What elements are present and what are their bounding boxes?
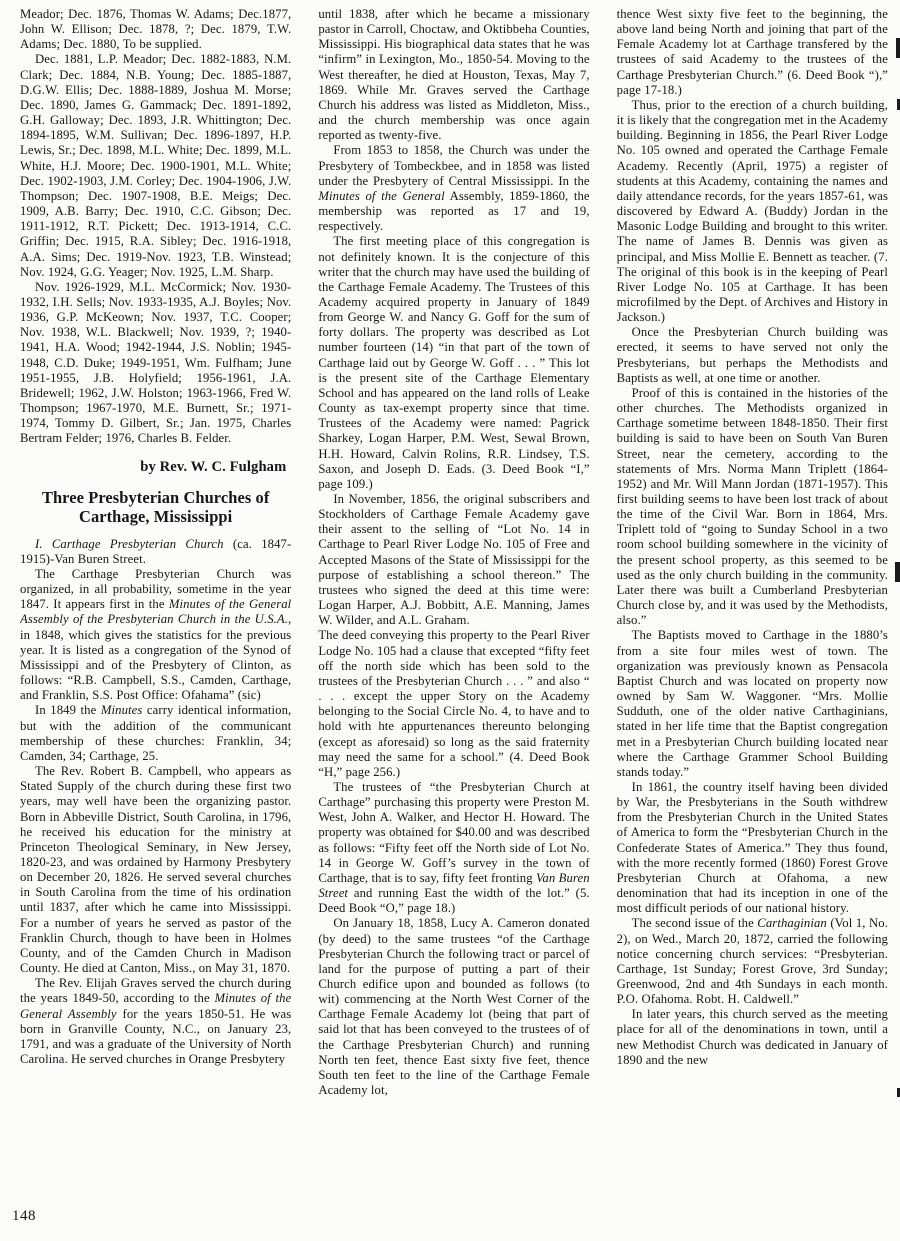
scan-artifact [896, 38, 900, 58]
column-right [617, 7, 888, 1215]
article-byline: by Rev. W. C. Fulgham [140, 458, 287, 475]
column-left [20, 7, 291, 1215]
paragraph: until 1838, after which he became a missionary pastor in Carroll, Choctaw, and Oktibbeha Counties, Mississippi. His biographical data states that he was “infirm” in Lexington, Mo., 1850-54. Moving to the West thereafter, he died at Houston, Texas, May 7, 1869. While Mr. Graves served the Carthage Church his address was listed as Middleton, Miss., and the church membership was once again reported as twenty-five. [318, 7, 590, 143]
page-number: 148 [12, 1208, 36, 1224]
column-middle [318, 7, 589, 1215]
paragraph: Thus, prior to the erection of a church building, it is likely that the congregation met in the Academy building. Beginning in 1856, the Pearl River Lodge No. 105 owned and operated the Carthage Female Academy. Recently (April, 1975) a register of students at this Academy, containing the names and daily attendance records, for the years 1857-61, was discovered by Edward A. (Buddy) Jordan in the Masonic Lodge Building and brought to this writer. The name of James B. Dennis was given as principal, and Miss Mollie E. Bennett as teacher. (7. The original of this book is in the keeping of Pearl River Lodge No. 105 at Carthage. It has been microfilmed by the Dept. of Archives and History in Jackson.) [616, 97, 888, 325]
paragraph: The Rev. Elijah Graves served the church during the years 1849-50, according to the Minutes of the General Assembly for the years 1850-51. He was born in Granville County, N.C., on January 23, 1791, and was a graduate of the University of North Carolina. He served churches in Orange Presbytery [20, 976, 292, 1066]
paragraph: In 1861, the country itself having been divided by War, the Presbyterians in the South withdrew from the Presbyterian Church in the United States of America to form the “Presbyterian Church in the Confederate States of America.” They thus found, with the more recently formed (1860) Forest Grove Presbyterian Church at Ofahoma, a new denomination that had its inception in one of the most difficult periods of our national history. [616, 779, 888, 916]
paragraph: The Rev. Robert B. Campbell, who appears as Stated Supply of the church during these first two years, may well have been the organizing pastor. Born in Abbeville District, South Carolina, in 1796, he received his education for the ministry at Princeton Theological Seminary, in New Jersey, 1820-23, and was ordained by Harmony Presbytery on December 20, 1826. He served several churches in South Carolina from the time of his ordination until 1837, after which he came into Mississippi. For a number of years he served as pastor of the Franklin Church, though to have been in Holmes County, and of the Camden Church in Madison County. He died at Canton, Miss., on May 31, 1870. [20, 764, 292, 976]
paragraph: Nov. 1926-1929, M.L. McCormick; Nov. 1930-1932, I.H. Sells; Nov. 1933-1935, A.J. Boyles; Nov. 1936, G.P. McKeown; Nov. 1937, T.C. Cooper; Nov. 1938, W.L. Blackwell; Nov. 1939, ?; 1940-1941, H.A. Wood; 1942-1944, J.S. Noblin; 1945-1948, C.D. Duke; 1949-1951, Wm. Fulfham; June 1951-1955, J.B. Holyfield; 1956-1961, J.A. Bridewell; 1962, J.W. Holston; 1963-1966, Fred W. Thompson; 1967-1970, M.E. Burnett, Sr.; 1971-1974, Tommy D. Gilbert, Sr.; Jan. 1975, Charles Bertram Felder; 1976, Charles B. Felder. [20, 279, 292, 446]
paragraph: Once the Presbyterian Church building was erected, it seems to have served not only the Presbyterians, but perhaps the Methodists and Baptists as well, at one time or another. [616, 325, 888, 385]
paragraph: In November, 1856, the original subscribers and Stockholders of Carthage Female Academy gave their assent to the selling of “Lot No. 14 in Carthage to Pearl River Lodge No. 105 of Free and Accepted Masons of the State of Mississippi for the purpose of establishing a school thereon.” The trustees who signed the deed at this time were: Logan Harper, A.J. Bobbitt, A.E. Manning, James W. Wilder, and A.L. Graham. [318, 492, 590, 628]
scan-artifact [895, 562, 900, 582]
paragraph: Dec. 1881, L.P. Meador; Dec. 1882-1883, N.M. Clark; Dec. 1884, N.B. Young; Dec. 1885-1887, D.G.W. Ellis; Dec. 1888-1889, Joshua M. Morse; Dec. 1890, James G. Gammack; Dec. 1891-1892, G.H. Galloway; Dec. 1893, J.R. Whittington; Dec. 1894-1895, W.M. Sullivan; Dec. 1896-1897, H.P. Lewis, Sr.; Dec. 1898, M.L. White; Dec. 1899, M.L. White, H.J. Moore; Dec. 1900-1901, M.L. White; Dec. 1902-1903, J.M. Corley; Dec. 1904-1906, J.W. Thompson; Dec. 1907-1908, B.E. Meigs; Dec. 1909, A.B. Barry; Dec. 1910, C.C. Gibson; Dec. 1911-1912, R.T. Pickett; Dec. 1913-1914, C.C. Griffin; Dec. 1915, R.A. Sibley; Dec. 1916-1918, A.A. Sims; Dec. 1919-Nov. 1923, T.B. Winstead; Nov. 1924, G.G. Yeager; Nov. 1925, L.M. Sharp. [20, 52, 292, 279]
paragraph: From 1853 to 1858, the Church was under the Presbytery of Tombeckbee, and in 1858 was listed under the Presbytery of Central Mississippi. In the Minutes of the General Assembly, 1859-1860, the membership was reported as 17 and 19, respectively. [318, 143, 590, 234]
paragraph: Meador; Dec. 1876, Thomas W. Adams; Dec.1877, John W. Ellison; Dec. 1878, ?; Dec. 1879, T.W. Adams; Dec. 1880, To be supplied. [20, 7, 292, 52]
paragraph: On January 18, 1858, Lucy A. Cameron donated (by deed) to the same trustees “of the Carthage Presbyterian Church the following tract or parcel of land for the purpose of putting a part of their Church edifice upon and bounded as follows (to wit) commencing at the North West Corner of the Carthage Female Academy lot (being that part of said lot that has been conveyed to the trustees of of the Carthage Presbyterian Church) and running North ten feet, thence East sixty five feet, thence South ten feet to the line of the Carthage Female Academy lot, [318, 916, 590, 1098]
paragraph: In 1849 the Minutes carry identical information, but with the addition of the communicant membership of these churches: Franklin, 34; Camden, 34; Carthage, 25. [20, 703, 292, 763]
paragraph: The deed conveying this property to the Pearl River Lodge No. 105 had a clause that excepted “fifty feet off the north side which has been sold to the trustees of the Presbyterian Church . . . ” and also “ . . . except the upper Story on the Academy belonging to the Social Circle No. 4, to have and to hold with hte appurtenances thereunto belonging (except as aforesaid) so long as the said fraternity may need the same for a school.” (4. Deed Book “H,” page 256.) [318, 628, 590, 779]
paragraph: thence West sixty five feet to the beginning, the above land being North and joining that part of the Female Academy lot at Carthage transfered by the trustees of said Academy to the trustees of the Carthage Presbyterian Church.” (6. Deed Book “),” page 17-18.) [616, 7, 888, 97]
paragraph: The Baptists moved to Carthage in the 1880’s from a site four miles west of town. The organization was previously known as Pensacola Baptist Church and was located on property now owned by Sam W. Waggoner. “Mrs. Mollie Sudduth, one of the older native Carthaginians, stated in her life time that the Baptist congregation met in a Presbyterian Church building located near where the Carthage Grammer School Building stands today.” [616, 628, 888, 779]
paragraph: The first meeting place of this congregation is not definitely known. It is the conjecture of this writer that the church may have used the building of the Carthage Female Academy. The Trustees of this Academy acquired property in January of 1849 from George W. and Nancy G. Goff for the sum of forty dollars. The property was described as Lot number fourteen (14) “in that part of the town of Carthage laid out by George W. Goff . . . ” This lot is the present site of the Carthage Elementary School and has appeared on the land rolls of Leake County as tax-exempt property since that time. Trustees of the Academy were named: Pagrick Sharkey, Logan Harper, P.M. West, Sewal Brown, H.H. Howard, Calvin Rolins, R.R. Lindsey, T.S. Saxon, and Joseph D. Eads. (3. Deed Book “I,” page 109.) [318, 234, 590, 491]
article-title: Three Presbyterian Churches of Carthage, Mississippi [41, 487, 270, 526]
paragraph: The Carthage Presbyterian Church was organized, in all probability, sometime in the year 1847. It appears first in the Minutes of the General Assembly of the Presbyterian Church in the U.S.A., in 1848, which gives the statistics for the previous year. It is listed as a congregation of the Synod of Mississippi and of the Presbytery of Clinton, as follows: “R.B. Campbell, S.S., Camden, Carthage, and Franklin, S.S. Post Office: Ofahama” (sic) [20, 567, 292, 703]
paragraph: The trustees of “the Presbyterian Church at Carthage” purchasing this property were Preston M. West, John A. Walker, and Hector H. Howard. The property was obtained for $40.00 and was described as follows: “Fifty feet off the North side of Lot No. 14 in George W. Goff’s survey in the town of Carthage, that is to say, fifty feet fronting Van Buren Street and running East the width of the lot.” (5. Deed Book “O,” page 18.) [318, 779, 590, 916]
paragraph: The second issue of the Carthaginian (Vol 1, No. 2), on Wed., March 20, 1872, carried the following notice concerning church services: “Presbyterian. Carthage, 1st Sunday; Forest Grove, 3rd Sunday; Greenwood, 2nd and 4th Sundays in each month. P.O. Ofahoma. Robt. H. Caldwell.” [616, 916, 888, 1007]
paragraph: In later years, this church served as the meeting place for all of the denominations in town, until a new Methodist Church was dedicated in January of 1890 and the new [616, 1007, 888, 1067]
paragraph: I. Carthage Presbyterian Church (ca. 1847-1915)-Van Buren Street. [20, 536, 292, 566]
paragraph: Proof of this is contained in the histories of the other churches. The Methodists organized in Carthage sometime between 1848-1850. Their first building is said to have been on South Van Buren Street, near the cemetery, according to the statements of Mrs. Norma Mann Triplett (1864-1952) and Mr. Will Mann Jordan (1871-1957). This first building seems to have been lost track of about the time of the Civil War. Born in 1864, Mrs. Triplett told of “going to Sunday School in a two room school building somewhere in the vicinity of the present school property, as this seemed to be used as the only church building in the community. Later there was built a Cumberland Presbyterian Church close by, and it was used by the Methodists, also.” [616, 385, 888, 628]
